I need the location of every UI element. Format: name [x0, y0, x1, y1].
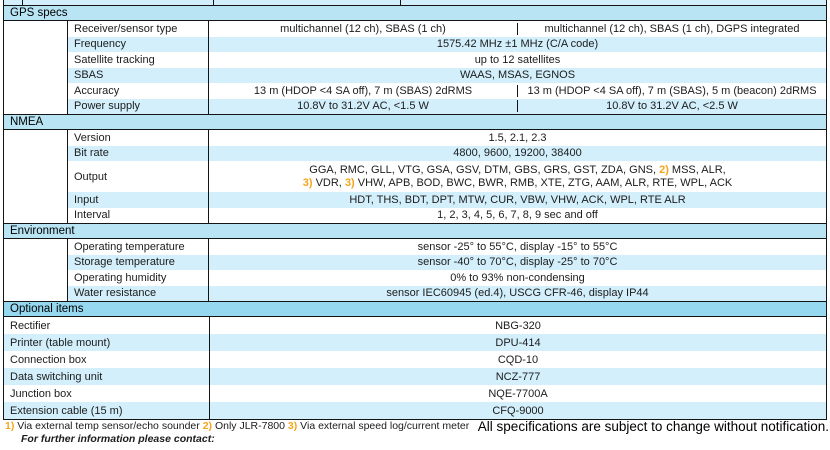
row-value-left: 10.8V to 31.2V AC, <1.5 W — [209, 100, 518, 112]
table-row — [68, 99, 826, 115]
section-header-environment: Environment — [4, 223, 826, 239]
row-label: Operating humidity — [68, 270, 209, 286]
section-header-gps-specs: GPS specs — [4, 5, 826, 21]
footnote-marker-1: 1) — [5, 420, 15, 432]
table-row — [68, 68, 826, 84]
row-value: CFQ-9000 — [492, 404, 544, 417]
row-value: up to 12 satellites — [474, 53, 561, 66]
footnote-marker-3: 3) — [302, 176, 313, 189]
row-label: Water resistance — [68, 286, 209, 302]
row-label: Junction box — [4, 385, 210, 402]
table-row — [68, 21, 826, 37]
table-row — [68, 37, 826, 53]
row-value: CQD-10 — [497, 353, 539, 366]
row-value: 4800, 9600, 19200, 38400 — [453, 147, 582, 160]
section-header-nmea: NMEA — [4, 114, 826, 130]
row-label: Operating temperature — [68, 239, 209, 255]
row-label: Input — [68, 192, 209, 208]
table-top-partial-row — [4, 0, 826, 5]
row-label: Satellite tracking — [68, 52, 209, 68]
row-label: Power supply — [68, 99, 209, 115]
table-row — [4, 334, 826, 351]
row-label: Bit rate — [68, 146, 209, 162]
divider — [213, 0, 214, 5]
section-gutter — [4, 239, 68, 301]
row-label: Printer (table mount) — [4, 334, 210, 351]
row-label: Output — [68, 161, 209, 192]
footnote-marker-2: 2) — [202, 420, 213, 432]
row-value: 1575.42 MHz ±1 MHz (C/A code) — [436, 38, 599, 51]
row-value: NQE-7700A — [488, 387, 548, 400]
table-row — [68, 255, 826, 271]
table-row — [68, 286, 826, 302]
row-label: SBAS — [68, 68, 209, 84]
row-value: WAAS, MSAS, EGNOS — [459, 69, 576, 82]
footnotes: 1) Via external temp sensor/echo sounder 2) Only JLR-7800 3) Via external speed log/current meter — [5, 420, 470, 432]
row-label: Version — [68, 130, 209, 146]
row-label: Storage temperature — [68, 255, 209, 271]
row-value — [209, 161, 826, 192]
table-row — [4, 351, 826, 368]
footnote-marker-3: 3) — [344, 176, 355, 189]
table-row — [68, 239, 826, 255]
row-label: Interval — [68, 208, 209, 224]
table-row — [68, 130, 826, 146]
row-label: Extension cable (15 m) — [4, 402, 210, 419]
table-row — [4, 402, 826, 419]
output-sentences-line2: 3) VDR, 3) VHW, APB, BOD, BWC, BWR, RMB, XTE, ZTG, AAM, ALR, RTE, WPL, ACK — [302, 176, 733, 189]
row-value-right: 13 m (HDOP <4 SA off), 7 m (SBAS), 5 m (beacon) 2dRMS — [527, 84, 817, 97]
row-value: 0% to 93% non-condensing — [450, 271, 585, 284]
row-value: sensor IEC60945 (ed.4), USCG CFR-46, display IP44 — [386, 287, 649, 300]
table-row — [68, 270, 826, 286]
row-value: 1.5, 2.1, 2.3 — [488, 131, 547, 144]
section-optional-items — [4, 317, 826, 419]
row-label: Rectifier — [4, 317, 210, 334]
table-row — [68, 83, 826, 99]
change-notice: All specifications are subject to change without notification. — [477, 419, 829, 434]
row-value: sensor -40° to 70°C, display -25° to 70°C — [417, 256, 618, 269]
section-gutter — [4, 21, 68, 114]
spec-table — [3, 0, 827, 420]
row-value: DPU-414 — [495, 336, 541, 349]
row-value: sensor -25° to 55°C, display -15° to 55°C — [417, 240, 618, 253]
row-value: HDT, THS, BDT, DPT, MTW, CUR, VBW, VHW, ACK, WPL, RTE ALR — [349, 193, 686, 206]
footnote-marker-3: 3) — [287, 420, 298, 432]
table-row — [68, 208, 826, 224]
row-value: NCZ-777 — [495, 370, 541, 383]
section-gutter — [4, 130, 68, 223]
output-sentences-line1: GGA, RMC, GLL, VTG, GSA, GSV, DTM, GBS, GRS, GST, ZDA, GNS, 2) MSS, ALR, — [309, 163, 726, 176]
table-row — [4, 317, 826, 334]
row-label: Connection box — [4, 351, 210, 368]
table-row — [68, 192, 826, 208]
row-value-right: multichannel (12 ch), SBAS (1 ch), DGPS integrated — [544, 22, 800, 35]
row-label: Frequency — [68, 37, 209, 53]
table-row — [68, 52, 826, 68]
row-value-left: 13 m (HDOP <4 SA off), 7 m (SBAS) 2dRMS — [209, 85, 518, 97]
section-environment — [4, 239, 826, 301]
row-label: Data switching unit — [4, 368, 210, 385]
table-row — [68, 161, 826, 192]
section-nmea — [4, 130, 826, 223]
section-header-optional-items: Optional items — [4, 301, 826, 317]
table-row — [4, 368, 826, 385]
row-label: Receiver/sensor type — [68, 21, 209, 37]
section-gps-specs — [4, 21, 826, 114]
row-label: Accuracy — [68, 83, 209, 99]
divider — [22, 0, 23, 5]
contact-note: For further information please contact: — [21, 433, 215, 445]
row-value-right: 10.8V to 31.2V AC, <2.5 W — [606, 100, 738, 113]
row-value: NBG-320 — [495, 319, 541, 332]
table-row — [4, 385, 826, 402]
divider — [400, 0, 401, 5]
footnote-marker-2: 2) — [659, 163, 669, 176]
row-value-left: multichannel (12 ch), SBAS (1 ch) — [209, 23, 518, 35]
row-value: 1, 2, 3, 4, 5, 6, 7, 8, 9 sec and off — [437, 209, 598, 222]
table-row — [68, 146, 826, 162]
